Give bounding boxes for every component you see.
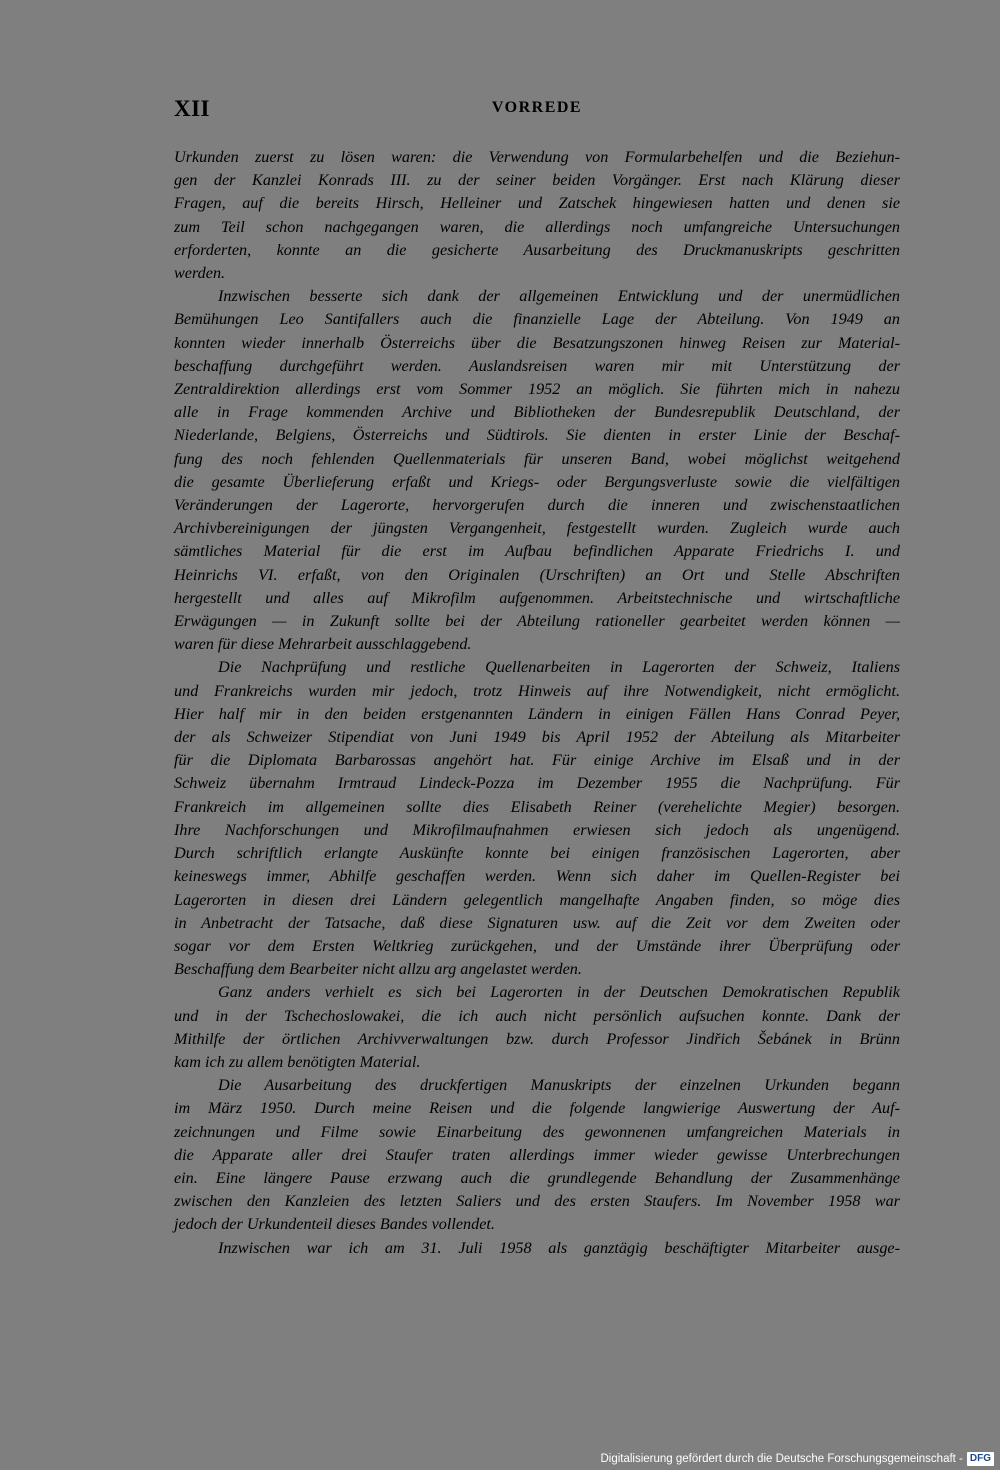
text-line: zum Teil schon nachgegangen waren, die allerdings noch umfangreiche Untersuchungen [174,217,900,236]
text-line: Lagerorten in diesen drei Ländern gelegentlich mangelhafte Angaben finden, so möge dies [174,890,900,909]
text-line: Fragen, auf die bereits Hirsch, Helleiner und Zatschek hingewiesen hatten und denen sie [174,194,900,213]
text-line: Mithilfe der örtlichen Archivverwaltungen bzw. durch Professor Jindřich Šebánek in Brünn [174,1029,900,1048]
text-line: Die Ausarbeitung des druckfertigen Manuskripts der einzelnen Urkunden begann [218,1076,900,1095]
text-line: Inzwischen war ich am 31. Juli 1958 als ganztägig beschäftigter Mitarbeiter ausge- [218,1238,900,1257]
text-line: keineswegs immer, Abhilfe geschaffen werden. Wenn sich daher im Quellen-Register bei [174,867,900,886]
text-line: Ganz anders verhielt es sich bei Lagerorten in der Deutschen Demokratischen Republik [218,983,900,1002]
text-line: Hier half mir in den beiden erstgenannten Ländern in einigen Fällen Hans Conrad Peyer, [174,704,900,723]
text-line: Zentraldirektion allerdings erst vom Sommer 1952 an möglich. Sie führten mich in nahezu [174,380,900,399]
paragraph [174,285,900,656]
text-line: sämtliches Material für die erst im Aufbau befindlichen Apparate Friedrichs I. und [174,542,900,561]
text-line: Durch schriftlich erlangte Auskünfte konnte bei einigen französischen Lagerorten, aber [174,844,900,863]
text-line: der als Schweizer Stipendiat von Juni 1949 bis April 1952 der Abteilung als Mitarbeiter [174,728,900,747]
text-line: kam ich zu allem benötigten Material. [174,1052,421,1071]
paragraph [174,656,900,981]
text-line: die Apparate aller drei Staufer traten allerdings immer wieder gewisse Unterbrechungen [174,1145,900,1164]
text-line: waren für diese Mehrarbeit ausschlaggebend. [174,635,472,654]
text-line: fung des noch fehlenden Quellenmaterials für unseren Band, wobei möglichst weitgehend [174,449,900,468]
text-line: Urkunden zuerst zu lösen waren: die Verwendung von Formularbehelfen und die Beziehun- [174,148,900,166]
text-line: Archivbereinigungen der jüngsten Vergangenheit, festgestellt wurden. Zugleich wurde auch [174,519,900,538]
text-line: Beschaffung dem Bearbeiter nicht allzu arg angelastet werden. [174,960,582,979]
text-line: Schweiz übernahm Irmtraud Lindeck-Pozza im Dezember 1955 die Nachprüfung. Für [174,774,900,793]
text-line: erforderten, konnte an die gesicherte Ausarbeitung des Druckmanuskripts geschritten [174,240,900,259]
text-line: Niederlande, Belgiens, Österreichs und Südtirols. Sie dienten in erster Linie der Beschaf- [174,426,900,445]
text-line: Bemühungen Leo Santifallers auch die finanzielle Lage der Abteilung. Von 1949 an [174,310,900,329]
text-line: und Frankreichs wurden mir jedoch, trotz Hinweis auf ihre Notwendigkeit, nicht ermöglicht. [174,681,900,700]
text-line: für die Diplomata Barbarossas angehört hat. Für einige Archive im Elsaß und in der [174,751,900,770]
text-line: Veränderungen der Lagerorte, hervorgerufen durch die inneren und zwischenstaatlichen [174,496,900,515]
text-line: hergestellt und alles auf Mikrofilm aufgenommen. Arbeitstechnische und wirtschaftliche [174,588,900,607]
text-line: Heinrichs VI. erfaßt, von den Originalen (Urschriften) an Ort und Stelle Abschriften [174,565,900,584]
digitization-credit [580,1448,1000,1470]
text-line: zwischen den Kanzleien des letzten Saliers und des ersten Staufers. Im November 1958 war [174,1192,900,1211]
text-line: beschaffung durchgeführt werden. Auslandsreisen waren mir mit Unterstützung der [174,356,900,375]
credit-text: Digitalisierung gefördert durch die Deutsche Forschungsgemeinschaft - [600,1453,963,1465]
text-line: in Anbetracht der Tatsache, daß diese Signaturen usw. auf die Zeit vor dem Zweiten oder [174,913,900,932]
text-line: Die Nachprüfung und restliche Quellenarbeiten in Lagerorten der Schweiz, Italiens [218,658,900,677]
page-header [174,96,900,126]
text-line: jedoch der Urkundenteil dieses Bandes vollendet. [174,1215,495,1234]
text-line: werden. [174,264,226,283]
text-line: Ihre Nachforschungen und Mikrofilmaufnahmen erwiesen sich jedoch als ungenügend. [174,820,900,839]
text-line: Frankreich im allgemeinen sollte dies Elisabeth Reiner (verehelichte Megier) besorgen. [174,797,900,816]
page-number: XII [174,96,211,121]
text-line: Erwägungen — in Zukunft sollte bei der Abteilung rationeller gearbeitet werden können — [174,612,900,631]
paragraph [174,146,900,285]
paragraph [174,981,900,1074]
text-line: im März 1950. Durch meine Reisen und die folgende langwierige Auswertung der Auf- [174,1099,900,1118]
running-title: VORREDE [491,99,583,116]
text-line: die gesamte Überlieferung erfaßt und Kriegs- oder Bergungsverluste sowie die vielfältigen [174,472,900,491]
text-line: gen der Kanzlei Konrads III. zu der seiner beiden Vorgänger. Erst nach Klärung dieser [174,171,900,190]
body-text [174,146,900,1260]
text-line: und in der Tschechoslowakei, die ich auch nicht persönlich aufsuchen konnte. Dank der [174,1006,900,1025]
text-line: konnten wieder innerhalb Österreichs über die Besatzungszonen hinweg Reisen zur Material- [174,333,900,352]
paragraph [174,1074,900,1236]
text-line: sogar vor dem Ersten Weltkrieg zurückgehen, und der Umstände ihrer Überprüfung oder [174,936,900,955]
dfg-logo: DFG [967,1452,994,1466]
text-line: ein. Eine längere Pause erzwang auch die grundlegende Behandlung der Zusammenhänge [174,1168,900,1187]
text-line: zeichnungen und Filme sowie Einarbeitung des gewonnenen umfangreichen Materials in [174,1122,900,1141]
text-line: Inzwischen besserte sich dank der allgemeinen Entwicklung und der unermüdlichen [218,287,900,306]
text-line: alle in Frage kommenden Archive und Bibliotheken der Bundesrepublik Deutschland, der [174,403,900,422]
paragraph [174,1237,900,1260]
